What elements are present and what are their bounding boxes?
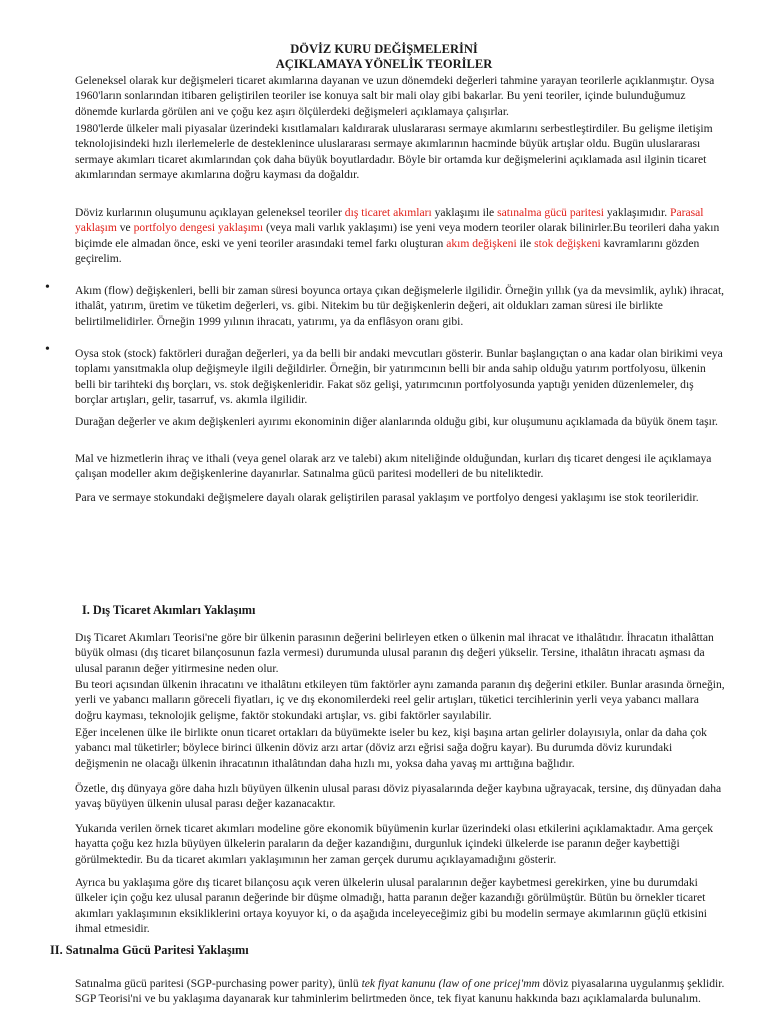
section-1-paragraph-1: Dış Ticaret Akımları Teorisi'ne göre bir ülkenin parasının değerini belirleyen etken o ülkenin mal ihracat ve ithalâtıdır. İhracatın ithalâttan büyük olması (dış ticaret bilançosunun fazla vermesi) durumunda ulusal paranın dış değeri yükselir. Tersine, ithalâtın ihracatı aşması da ulusal paranın değer yitirmesine neden olur. — [75, 631, 714, 675]
term-stok-degiskeni: stok değişkeni — [534, 236, 601, 250]
bullet-flow-paragraph: Akım (flow) değişkenleri, belli bir zaman süresi boyunca ortaya çıkan değişmelerle ilgilidir. Örneğin yıllık (ya da mevsimlik, aylık) ihracat, ithalât, yatırım, üretim ve tüketim değerleri, vs. gibi. Nitekim bu tür değişkenlerin değeri, ait oldukları zaman süresi ile birlikte belirtilmelidirler. Örneğin 1999 yılının ihracatı, yatırımı, ya da enflâsyon oranı gibi. — [75, 284, 725, 328]
term-akim-degiskeni: akım değişkeni — [446, 236, 517, 250]
term-dis-ticaret-akimlari: dış ticaret akımları — [344, 206, 432, 219]
section-1-heading: I. Dış Ticaret Akımları Yaklaşımı — [82, 603, 256, 617]
intro-paragraph-2: 1980'lerde ülkeler mali piyasalar üzerindeki kısıtlamaları kaldırarak uluslararası sermaye akımlarını serbestleştirdiler. Bu gelişme iletişim teknolojisindeki hızlı ilerlemelerle de desteklenince uluslararası sermaye akımlarının hacminde büyük artışlar oldu. Bugün uluslararası sermaye akımları ticaret akımlarından çok daha büyük boyutlardadır. Böyle bir ortamda kur değişmelerini açıklamada asıl ilginin ticaret akımlarından sermaye akımlarına doğru kayması da doğaldır. — [75, 122, 713, 182]
theories-text-4: ve — [116, 221, 134, 235]
bullet-mark-1: • — [45, 280, 50, 295]
theories-text-2: yaklaşımı ile — [431, 206, 498, 219]
body-paragraph-2: Mal ve hizmetlerin ihraç ve ithali (veya genel olarak arz ve talebi) akım niteliğinde olduğundan, kurları dış ticaret dengesi ile açıklamaya çalışan modeller akım değişkenlerine dayanırlar. Satınalma gücü paritesi modelleri de bu niteliktedir. — [75, 452, 712, 481]
bullet-mark-2: • — [45, 342, 50, 357]
section-2-heading: II. Satınalma Gücü Paritesi Yaklaşımı — [50, 943, 249, 957]
theories-text-3: yaklaşımıdır. — [603, 206, 670, 219]
section-2-text-2: döviz piyasalarına uygulanmış şeklidir. SGP Teorisi'ni ve bu yaklaşıma dayanarak kur tahminlerim belirtmeden önce, tek fiyat kanunu hakkında bazı açıklamalarda bulunalım. — [75, 977, 725, 1006]
body-paragraph-1: Durağan değerler ve akım değişkenleri ayırımı ekonominin diğer alanlarında olduğu gibi, kur oluşumunu açıklamada da büyük önem taşır. — [75, 415, 718, 428]
document-title-line-2: AÇIKLAMAYA YÖNELİK TEORİLER — [275, 57, 493, 71]
theories-text-7: kavramlarını gözden geçirelim. — [75, 236, 700, 266]
section-1-paragraph-2: Bu teori açısından ülkenin ihracatını ve ithalâtını etkileyen tüm faktörler aynı zamanda paranın dış değerini etkiler. Bunlar arasında örneğin, yerli ve yabancı malların göreceli fiyatları, iç ve dış ekonomilerdeki reel gelir artışları, tüketici tercihlerinin yerli veya yabancı mallara doğru kayması, teknolojik gelişme, faktör stokundaki artışlar, vs. gibi faktörler sayılabilir. — [75, 678, 725, 722]
section-1-paragraph-4: Özetle, dış dünyaya göre daha hızlı büyüyen ülkenin ulusal parası döviz piyasalarında değer kaybına uğrayacak, tersine, dış dünyadan daha yavaş büyüyen ülkenin ulusal parası değer kazanacaktır. — [75, 782, 722, 811]
theories-text-6: ile — [516, 236, 535, 250]
section-1-paragraph-3: Eğer incelenen ülke ile birlikte onun ticaret ortakları da büyümekte iseler bu kez, kişi başına artan gelirler dolayısıyla, onlar da daha çok yabancı mal tüketirler; böylece birinci ülkenin döviz arzı artar (döviz arzı eğrisi sağa doğru kayar). Bu durumda döviz kurundaki değişmenin ne olacağı ülkenin ihracatının ithalâtından daha hızlı mı, yoksa daha yavaş mı arttığına bağlıdır. — [75, 726, 707, 770]
term-portfolyo-dengesi: portfolyo dengesi yaklaşımı — [133, 221, 264, 235]
theories-text-1: Döviz kurlarının oluşumunu açıklayan geleneksel teoriler — [75, 206, 345, 219]
section-2-text-1: Satınalma gücü paritesi (SGP-purchasing power parity), ünlü — [75, 977, 362, 990]
section-1-paragraph-5: Yukarıda verilen örnek ticaret akımları modeline göre ekonomik büyümenin kurlar üzerindeki olası etkilerini açıklamaktadır. Ama gerçek hayatta çoğu kez hızla büyüyen ülkelerin paraların da değer kazandığını, durgunluk içindeki ülkelerde ise paranın değer kaybettiği görülmektedir. Bu da ticaret akımları yaklaşımının her zaman gerçek durumu açıklayamadığını gösterir. — [75, 822, 714, 866]
intro-paragraph-1: Geleneksel olarak kur değişmeleri ticaret akımlarına dayanan ve uzun dönemdeki değerleri tahmine yarayan teorilerle açıklanmıştır. Oysa 1960'ların sonlarından itibaren geliştirilen teoriler ise konuya salt bir mali olay gibi bakarlar. Bu yeni teoriler, içinde bulunduğumuz dönemde kurlarda görülen ani ve çoğu kez aşırı ölçülerdeki değişmeleri açıklamaya çalışırlar. — [75, 74, 715, 118]
bullet-stock-paragraph: Oysa stok (stock) faktörleri durağan değerleri, ya da belli bir andaki mevcutları gösterir. Bunlar başlangıçtan o ana kadar olan birikimi veya toplamı yansıtmakla olup değişmeyle ilgili değildirler. Örneğin, bir yatırımcının belli bir anda sahip olduğu yatırım portfolyosu, ülkenin belli bir tarihteki dış borçları, vs. stok değişkenleridir. Fakat söz gelişi, yatırımcının portfolyosunda yaptığı yeniden düzenlemeler, dış borçlar artışları, gelir, tasarruf, vs. akımla ilgilidir. — [75, 347, 723, 407]
term-parasal-yaklasim: Parasal yaklaşım — [75, 206, 704, 235]
theories-paragraph — [75, 205, 725, 267]
body-paragraph-3: Para ve sermaye stokundaki değişmelere dayalı olarak geliştirilen parasal yaklaşım ve portfolyo dengesi yaklaşımı ise stok teorileridir. — [75, 491, 699, 504]
section-1-paragraph-6: Ayrıca bu yaklaşıma göre dış ticaret bilançosu açık veren ülkelerin ulusal paralarının değer kaybetmesi gerekirken, yine bu durumdaki ülkeler için çoğu kez ulusal paranın değerinde bir düşme olmadığı, hatta paranın değer kazandığı görülmüştür. Bütün bu örnekler ticaret akımları yaklaşımının eksikliklerini ortaya koyuyor ki, o da aşağıda inceleyeceğimiz gibi bu modelin sermaye akımlarının güçlü etkisini ihmal etmesidir. — [75, 876, 708, 936]
section-2-italic-law: tek fiyat kanunu (law of one pricej'mm — [361, 977, 540, 990]
term-satinalma-gucu-paritesi: satınalma gücü paritesi — [497, 206, 604, 219]
document-title-line-1: DÖVİZ KURU DEĞİŞMELERİNİ — [290, 42, 478, 56]
theories-text-5: (veya mali varlık yaklaşımı) ise yeni veya modern teoriler olarak bilinirler.Bu teorileri daha yakın biçimde ele almadan önce, eski ve yeni teoriler arasındaki temel farkı oluşturan — [75, 221, 720, 250]
section-2-paragraph-1 — [75, 976, 725, 1007]
